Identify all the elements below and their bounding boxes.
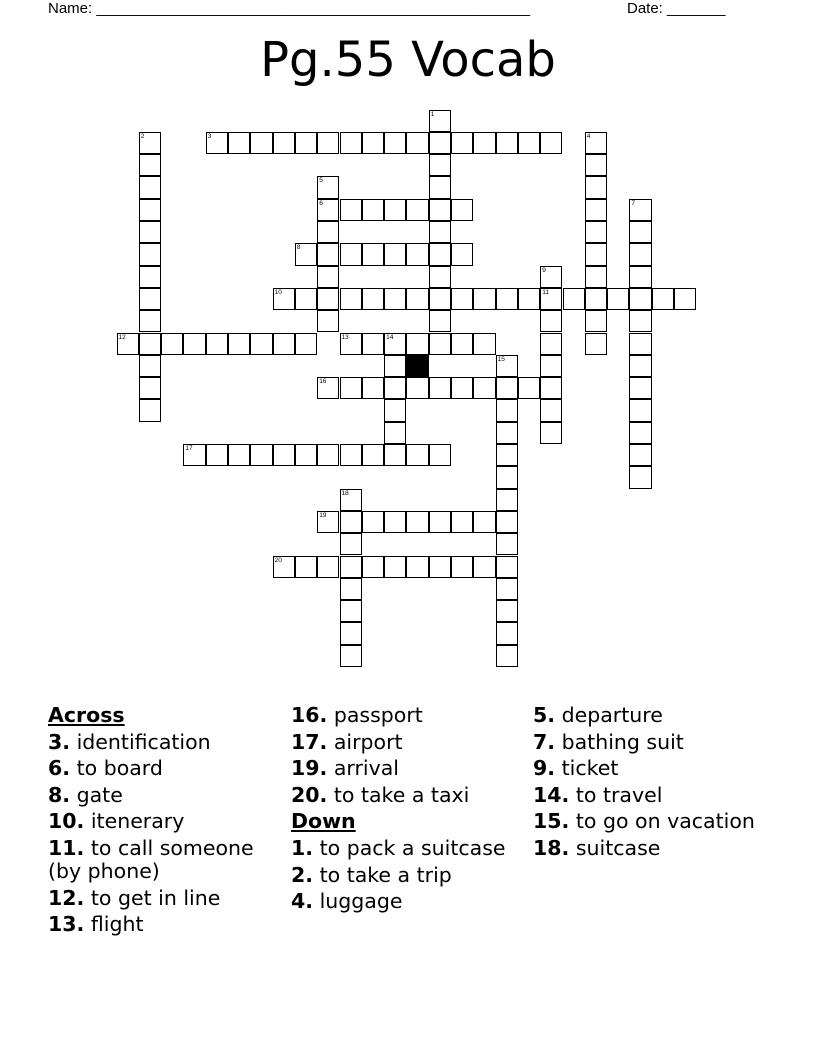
- grid-cell[interactable]: [228, 333, 250, 355]
- grid-cell[interactable]: [429, 556, 451, 578]
- grid-cell[interactable]: [451, 333, 473, 355]
- clues-column-1: [48, 702, 280, 938]
- grid-cell[interactable]: [340, 132, 362, 154]
- grid-cell[interactable]: [317, 176, 339, 198]
- grid-cell[interactable]: [295, 288, 317, 310]
- grid-cell[interactable]: [406, 444, 428, 466]
- grid-cell[interactable]: [340, 645, 362, 667]
- grid-cell[interactable]: [406, 377, 428, 399]
- grid-cell[interactable]: [540, 377, 562, 399]
- grid-cell[interactable]: [362, 132, 384, 154]
- clue-down-4: 4. luggage: [291, 889, 403, 913]
- clue-down-1: 1. to pack a suitcase: [291, 835, 506, 860]
- grid-cell[interactable]: [429, 333, 451, 355]
- grid-cell[interactable]: [496, 556, 518, 578]
- grid-cell[interactable]: [384, 511, 406, 533]
- grid-cell[interactable]: [451, 556, 473, 578]
- clue-down-9: 9. ticket: [533, 756, 619, 780]
- grid-cell[interactable]: [228, 444, 250, 466]
- grid-cell[interactable]: [362, 288, 384, 310]
- grid-cell[interactable]: [139, 176, 161, 198]
- grid-cell[interactable]: [340, 600, 362, 622]
- grid-cell[interactable]: [652, 288, 674, 310]
- grid-cell[interactable]: [496, 466, 518, 488]
- clue-number: 2: [140, 132, 145, 140]
- clue-across-10: 10. itenerary: [48, 809, 185, 833]
- grid-cell[interactable]: [451, 511, 473, 533]
- grid-cell[interactable]: [317, 221, 339, 243]
- grid-cell[interactable]: [629, 399, 651, 421]
- grid-cell[interactable]: [317, 266, 339, 288]
- grid-cell[interactable]: [496, 444, 518, 466]
- grid-cell[interactable]: [384, 444, 406, 466]
- grid-cell[interactable]: [406, 243, 428, 265]
- grid-cell[interactable]: [206, 444, 228, 466]
- grid-cell[interactable]: [496, 489, 518, 511]
- grid-cell[interactable]: [473, 511, 495, 533]
- grid-cell[interactable]: [473, 377, 495, 399]
- grid-cell[interactable]: [139, 288, 161, 310]
- grid-cell[interactable]: [540, 288, 562, 310]
- grid-cell[interactable]: [563, 288, 585, 310]
- grid-cell[interactable]: [340, 556, 362, 578]
- grid-cell[interactable]: [406, 288, 428, 310]
- grid-cell[interactable]: [629, 444, 651, 466]
- grid-cell[interactable]: [585, 333, 607, 355]
- grid-cell[interactable]: [317, 444, 339, 466]
- grid-cell[interactable]: [451, 199, 473, 221]
- grid-cell[interactable]: [585, 243, 607, 265]
- grid-cell[interactable]: [518, 377, 540, 399]
- grid-cell[interactable]: [473, 132, 495, 154]
- grid-cell[interactable]: [340, 622, 362, 644]
- clue-number: 20: [274, 556, 282, 564]
- clue-across-19: 19. arrival: [291, 756, 400, 780]
- grid-cell[interactable]: [429, 310, 451, 332]
- grid-cell[interactable]: [362, 377, 384, 399]
- grid-cell[interactable]: [496, 645, 518, 667]
- grid-cell[interactable]: [629, 266, 651, 288]
- clue-number: 19: [319, 511, 327, 519]
- grid-cell[interactable]: [585, 288, 607, 310]
- grid-cell[interactable]: [496, 355, 518, 377]
- grid-cell[interactable]: [340, 333, 362, 355]
- grid-cell[interactable]: [273, 333, 295, 355]
- grid-cell[interactable]: [540, 333, 562, 355]
- grid-cell[interactable]: [340, 377, 362, 399]
- grid-cell[interactable]: [139, 132, 161, 154]
- grid-cell[interactable]: [629, 422, 651, 444]
- clue-across-11: 11. to call someone (by phone): [48, 835, 254, 883]
- grid-cell[interactable]: [317, 310, 339, 332]
- grid-cell[interactable]: [362, 511, 384, 533]
- clue-number: 3: [207, 132, 212, 140]
- grid-cell[interactable]: [384, 199, 406, 221]
- grid-cell[interactable]: [496, 132, 518, 154]
- grid-cell[interactable]: [473, 556, 495, 578]
- grid-cell[interactable]: [629, 199, 651, 221]
- grid-cell[interactable]: [629, 466, 651, 488]
- grid-cell[interactable]: [406, 199, 428, 221]
- grid-cell[interactable]: [540, 399, 562, 421]
- clue-number: 1: [430, 110, 435, 118]
- grid-cell[interactable]: [384, 556, 406, 578]
- grid-cell[interactable]: [540, 310, 562, 332]
- clue-across-8: 8. gate: [48, 782, 123, 807]
- grid-cell[interactable]: [317, 199, 339, 221]
- grid-cell[interactable]: [585, 310, 607, 332]
- grid-cell[interactable]: [406, 333, 428, 355]
- clue-down-5: 5. departure: [533, 703, 663, 727]
- grid-cell[interactable]: [518, 132, 540, 154]
- grid-cell[interactable]: [429, 132, 451, 154]
- grid-cell[interactable]: [295, 444, 317, 466]
- grid-cell[interactable]: [317, 243, 339, 265]
- grid-cell[interactable]: [429, 243, 451, 265]
- grid-cell[interactable]: [295, 333, 317, 355]
- clue-number: 16: [319, 378, 327, 386]
- grid-cell[interactable]: [295, 132, 317, 154]
- grid-cell[interactable]: [362, 333, 384, 355]
- grid-cell[interactable]: [250, 444, 272, 466]
- clue-down-2: 2. to take a trip: [291, 862, 452, 887]
- grid-cell[interactable]: [451, 377, 473, 399]
- grid-cell[interactable]: [406, 132, 428, 154]
- grid-cell[interactable]: [340, 199, 362, 221]
- grid-cell[interactable]: [273, 444, 295, 466]
- grid-cell[interactable]: [429, 110, 451, 132]
- grid-cell[interactable]: [139, 154, 161, 176]
- grid-cell[interactable]: [540, 132, 562, 154]
- grid-cell[interactable]: [518, 288, 540, 310]
- grid-cell[interactable]: [496, 511, 518, 533]
- grid-cell[interactable]: [384, 422, 406, 444]
- grid-cell[interactable]: [384, 132, 406, 154]
- date-line: Date: _______: [627, 0, 726, 17]
- grid-cell[interactable]: [473, 333, 495, 355]
- grid-cell[interactable]: [629, 377, 651, 399]
- grid-cell[interactable]: [496, 399, 518, 421]
- grid-cell[interactable]: [496, 578, 518, 600]
- grid-cell[interactable]: [384, 355, 406, 377]
- grid-cell[interactable]: [317, 511, 339, 533]
- grid-cell[interactable]: [139, 377, 161, 399]
- across-heading: Across: [48, 703, 125, 727]
- clue-number: 8: [296, 244, 301, 252]
- grid-cell[interactable]: [384, 333, 406, 355]
- grid-cell[interactable]: [406, 556, 428, 578]
- grid-cell[interactable]: [384, 288, 406, 310]
- grid-cell[interactable]: [496, 377, 518, 399]
- page-title: Pg.55 Vocab: [260, 32, 556, 88]
- clue-down-7: 7. bathing suit: [533, 729, 684, 754]
- grid-cell[interactable]: [607, 288, 629, 310]
- grid-cell[interactable]: [406, 511, 428, 533]
- grid-cell[interactable]: [228, 132, 250, 154]
- grid-cell[interactable]: [317, 132, 339, 154]
- clue-across-20: 20. to take a taxi: [291, 782, 470, 807]
- grid-cell[interactable]: [496, 422, 518, 444]
- clue-number: 10: [274, 288, 282, 296]
- grid-cell[interactable]: [139, 333, 161, 355]
- clue-number: 6: [319, 199, 323, 207]
- grid-cell[interactable]: [473, 288, 495, 310]
- clue-number: 7: [631, 199, 636, 207]
- grid-cell[interactable]: [629, 310, 651, 332]
- clue-across-12: 12. to get in line: [48, 885, 221, 910]
- grid-cell[interactable]: [139, 355, 161, 377]
- grid-cell[interactable]: [273, 556, 295, 578]
- grid-cell[interactable]: [540, 266, 562, 288]
- grid-cell[interactable]: [340, 511, 362, 533]
- clue-number: 11: [542, 288, 549, 296]
- clue-across-3: 3. identification: [48, 729, 211, 754]
- clue-across-16: 16. passport: [291, 703, 423, 727]
- grid-cell[interactable]: [139, 221, 161, 243]
- grid-cell[interactable]: [429, 154, 451, 176]
- grid-cell[interactable]: [183, 333, 205, 355]
- grid-cell[interactable]: [139, 199, 161, 221]
- grid-cell[interactable]: [629, 333, 651, 355]
- grid-cell[interactable]: [273, 288, 295, 310]
- clue-number: 18: [341, 489, 349, 497]
- grid-cell[interactable]: [340, 489, 362, 511]
- clue-number: 12: [118, 333, 126, 341]
- grid-cell[interactable]: [139, 399, 161, 421]
- clue-across-17: 17. airport: [291, 729, 403, 754]
- grid-cell[interactable]: [384, 399, 406, 421]
- clue-number: 9: [542, 266, 546, 274]
- grid-cell[interactable]: [295, 556, 317, 578]
- grid-cell[interactable]: [429, 199, 451, 221]
- clue-down-18: 18. suitcase: [533, 836, 661, 860]
- grid-cell[interactable]: [340, 288, 362, 310]
- grid-cell[interactable]: [540, 422, 562, 444]
- grid-cell[interactable]: [429, 377, 451, 399]
- grid-cell[interactable]: [496, 533, 518, 555]
- grid-cell[interactable]: [429, 266, 451, 288]
- grid-cell[interactable]: [496, 622, 518, 644]
- clue-down-14: 14. to travel: [533, 782, 663, 807]
- grid-cell[interactable]: [585, 199, 607, 221]
- grid-cell[interactable]: [540, 355, 562, 377]
- grid-cell[interactable]: [206, 132, 228, 154]
- grid-cell[interactable]: [429, 511, 451, 533]
- grid-cell[interactable]: [117, 333, 139, 355]
- grid-cell[interactable]: [139, 310, 161, 332]
- grid-cell[interactable]: [139, 243, 161, 265]
- clue-number: 15: [497, 355, 505, 363]
- grid-cell[interactable]: [317, 288, 339, 310]
- grid-cell[interactable]: [429, 176, 451, 198]
- clue-down-15: 15. to go on vacation: [533, 809, 755, 833]
- grid-cell[interactable]: [340, 444, 362, 466]
- grid-cell[interactable]: [384, 377, 406, 399]
- grid-cell[interactable]: [273, 132, 295, 154]
- grid-cell[interactable]: [429, 444, 451, 466]
- clue-number: 4: [586, 132, 591, 140]
- grid-cell[interactable]: [451, 288, 473, 310]
- grid-cell[interactable]: [340, 578, 362, 600]
- grid-cell[interactable]: [206, 333, 228, 355]
- grid-cell[interactable]: [629, 243, 651, 265]
- clue-across-6: 6. to board: [48, 756, 163, 780]
- grid-cell[interactable]: [183, 444, 205, 466]
- grid-cell[interactable]: [585, 176, 607, 198]
- clue-number: 14: [386, 333, 394, 341]
- grid-cell[interactable]: [585, 266, 607, 288]
- grid-cell[interactable]: [429, 221, 451, 243]
- grid-cell[interactable]: [362, 556, 384, 578]
- grid-cell[interactable]: [250, 132, 272, 154]
- grid-cell[interactable]: [451, 243, 473, 265]
- black-cell: [406, 355, 428, 377]
- clues-column-2: [291, 702, 523, 915]
- grid-cell[interactable]: [585, 221, 607, 243]
- grid-cell[interactable]: [496, 600, 518, 622]
- grid-cell[interactable]: [250, 333, 272, 355]
- clue-across-13: 13. flight: [48, 912, 144, 936]
- grid-cell[interactable]: [362, 444, 384, 466]
- grid-cell[interactable]: [317, 377, 339, 399]
- grid-cell[interactable]: [340, 533, 362, 555]
- grid-cell[interactable]: [429, 288, 451, 310]
- grid-cell[interactable]: [384, 243, 406, 265]
- grid-cell[interactable]: [340, 243, 362, 265]
- grid-cell[interactable]: [629, 221, 651, 243]
- grid-cell[interactable]: [161, 333, 183, 355]
- grid-cell[interactable]: [451, 132, 473, 154]
- name-line: Name: ____________________________________________________: [48, 0, 531, 17]
- grid-cell[interactable]: [585, 132, 607, 154]
- grid-cell[interactable]: [362, 243, 384, 265]
- clue-number: 17: [185, 445, 193, 452]
- grid-cell[interactable]: [629, 355, 651, 377]
- grid-cell[interactable]: [496, 288, 518, 310]
- grid-cell[interactable]: [585, 154, 607, 176]
- grid-cell[interactable]: [362, 199, 384, 221]
- down-heading: Down: [291, 809, 356, 833]
- clue-number: 5: [319, 177, 323, 185]
- grid-cell[interactable]: [317, 556, 339, 578]
- grid-cell[interactable]: [139, 266, 161, 288]
- grid-cell[interactable]: [295, 243, 317, 265]
- grid-cell[interactable]: [629, 288, 651, 310]
- clues-column-3: [533, 702, 773, 862]
- grid-cell[interactable]: [674, 288, 696, 310]
- clue-number: 13: [341, 333, 349, 341]
